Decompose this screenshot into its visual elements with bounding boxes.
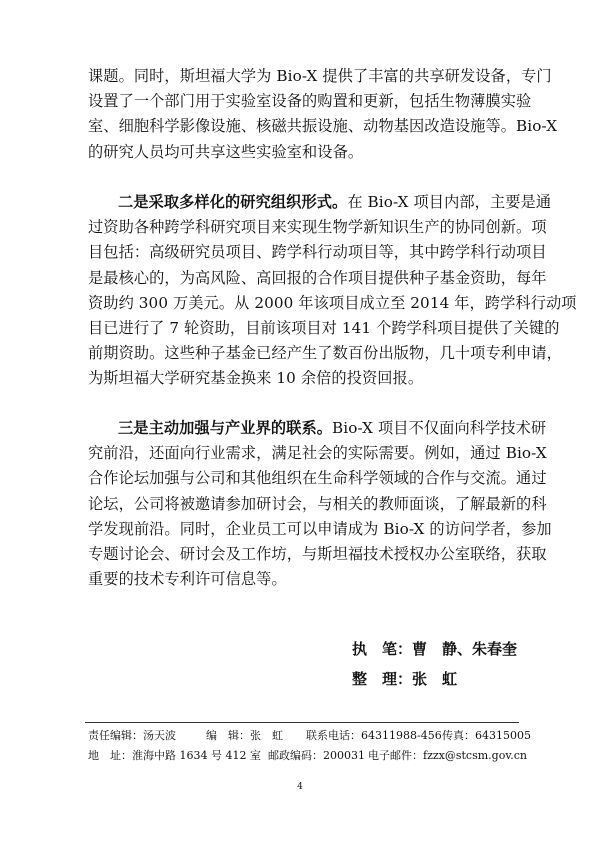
email-address[interactable]: 电子邮件：fzzx@stcsm.gov.cn (368, 749, 527, 762)
text-line: 重要的技术专利许可信息等。 (88, 570, 287, 589)
text-line: 室、细胞科学影像设施、核磁共振设施、动物基因改造设施等。Bio-X (88, 117, 558, 136)
body-paragraph (88, 416, 552, 592)
postal-address: 地 址：淮海中路 1634 号 412 室 (88, 749, 261, 762)
footer-row (88, 746, 528, 766)
author-credits (352, 634, 517, 694)
text-line: 专题讨论会、研讨会及工作坊，与斯坦福技术授权办公室联络，获取 (88, 545, 547, 564)
text-line: 资助约 300 万美元。从 2000 年该项目成立至 2014 年，跨学科行动项 (88, 293, 577, 312)
text-line: 为斯坦福大学研究基金换来 10 余倍的投资回报。 (88, 369, 424, 388)
paragraph-lead-heading: 三是主动加强与产业界的联系。 (118, 419, 333, 437)
page-number: 4 (297, 782, 303, 792)
editor-credit: 整 理：张 虹 (352, 670, 458, 688)
text-run: 在 Bio-X 项目内部，主要是通 (347, 193, 552, 211)
footer-editor: 编 辑：张 虹 (206, 729, 283, 742)
postcode: 邮政编码：200031 (268, 749, 365, 762)
text-line: 合作论坛加强与公司和其他组织在生命科学领域的合作与交流。通过 (88, 469, 547, 488)
fax-number: 传真：64315005 (442, 729, 531, 742)
text-line (88, 190, 552, 215)
text-line: 是最核心的，为高风险、高回报的合作项目提供种子基金资助，每年 (88, 268, 547, 287)
text-line: 过资助各种跨学科研究项目来实现生物学新知识生产的协同创新。项 (88, 218, 547, 237)
writer-credit: 执 笔：曹 静、朱春奎 (352, 640, 518, 658)
contact-phone: 联系电话：64311988-456 (306, 729, 442, 742)
text-line (88, 416, 547, 441)
footer-info (88, 726, 531, 766)
responsible-editor: 责任编辑：汤天波 (88, 729, 176, 742)
footer-divider (85, 722, 519, 723)
text-run: Bio-X 项目不仅面向科学技术研 (332, 419, 547, 437)
body-paragraph (88, 190, 577, 392)
text-line: 的研究人员均可共享这些实验室和设备。 (88, 142, 364, 161)
text-line: 究前沿，还面向行业需求，满足社会的实际需要。例如，通过 Bio-X (88, 444, 547, 463)
text-line: 前期资助。这些种子基金已经产生了数百份出版物，几十项专利申请， (88, 344, 562, 363)
text-line: 设置了一个部门用于实验室设备的购置和更新，包括生物薄膜实验 (88, 92, 532, 111)
text-line: 课题。同时，斯坦福大学为 Bio-X 提供了丰富的共享研发设备，专门 (88, 67, 552, 85)
body-paragraph (88, 64, 558, 165)
footer-row (88, 726, 531, 746)
text-line: 学发现前沿。同时，企业员工可以申请成为 Bio-X 的访问学者，参加 (88, 519, 552, 538)
paragraph-lead-heading: 二是采取多样化的研究组织形式。 (118, 193, 348, 211)
text-line: 论坛，公司将被邀请参加研讨会，与相关的教师面谈，了解最新的科 (88, 494, 547, 513)
text-line: 目已进行了 7 轮资助，目前该项目对 141 个跨学科项目提供了关键的 (88, 319, 560, 338)
text-line: 目包括：高级研究员项目、跨学科行动项目等，其中跨学科行动项目 (88, 243, 547, 262)
